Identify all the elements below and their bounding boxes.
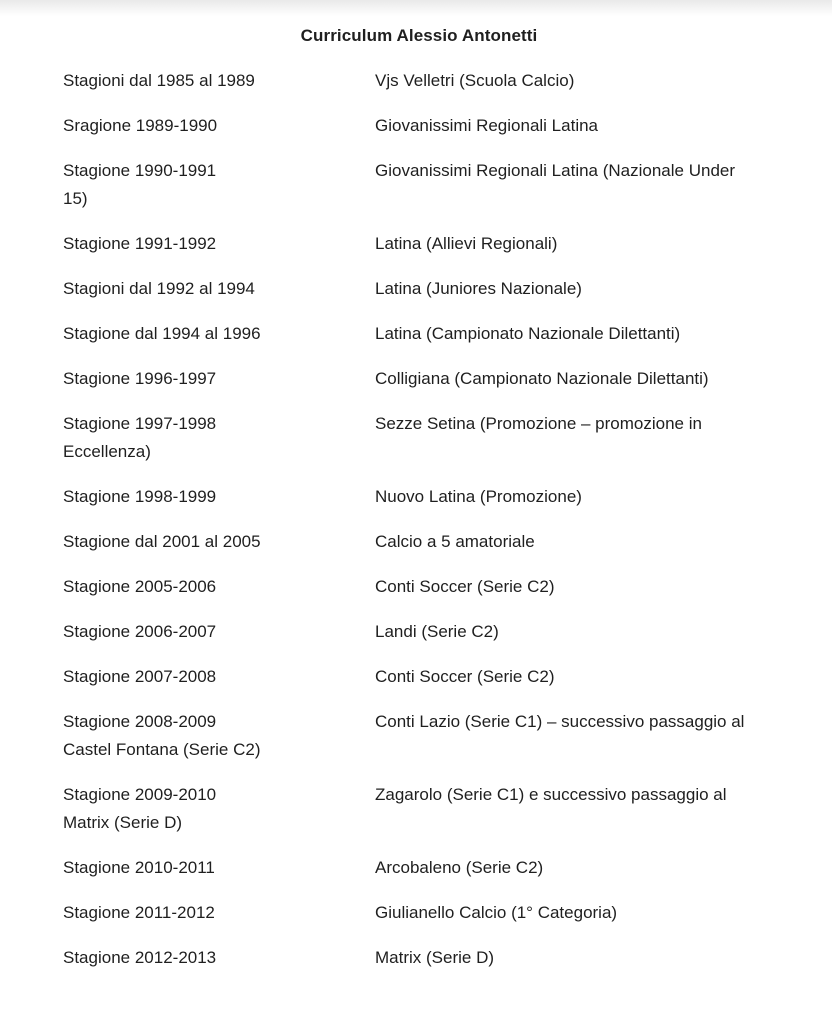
page-title: Curriculum Alessio Antonetti: [300, 26, 538, 45]
curriculum-row: [63, 112, 775, 140]
team-text: Zagarolo (Serie C1) e successivo passaggio al: [375, 785, 727, 804]
curriculum-row: [63, 157, 775, 213]
team-text: Latina (Campionato Nazionale Dilettanti): [375, 324, 681, 343]
season-text: Stagione 2007-2008: [63, 667, 217, 686]
team-text-wrap: Castel Fontana (Serie C2): [63, 740, 261, 759]
curriculum-row: [63, 944, 775, 972]
team-text: Matrix (Serie D): [375, 948, 495, 967]
season-text: Stagioni dal 1985 al 1989: [63, 71, 255, 90]
season-text: Stagione 2006-2007: [63, 622, 217, 641]
team-text: Latina (Allievi Regionali): [375, 234, 558, 253]
team-text: Giovanissimi Regionali Latina: [375, 116, 599, 135]
team-text: Arcobaleno (Serie C2): [375, 858, 544, 877]
team-text: Conti Lazio (Serie C1) – successivo passaggio al: [375, 712, 745, 731]
team-text: Vjs Velletri (Scuola Calcio): [375, 71, 575, 90]
curriculum-row: [63, 230, 775, 258]
team-text: Giovanissimi Regionali Latina (Nazionale Under: [375, 161, 736, 180]
team-text: Conti Soccer (Serie C2): [375, 577, 555, 596]
season-text: Stagione dal 2001 al 2005: [63, 532, 261, 551]
season-text: Stagione 2012-2013: [63, 948, 217, 967]
curriculum-list: [63, 67, 775, 972]
curriculum-row: [63, 573, 775, 601]
curriculum-row: [63, 899, 775, 927]
curriculum-row: [63, 483, 775, 511]
season-text: Stagione 1996-1997: [63, 369, 217, 388]
team-text: Colligiana (Campionato Nazionale Dilettanti): [375, 369, 709, 388]
season-text: Stagione dal 1994 al 1996: [63, 324, 261, 343]
team-text: Landi (Serie C2): [375, 622, 499, 641]
team-text: Sezze Setina (Promozione – promozione in: [375, 414, 702, 433]
curriculum-row: [63, 854, 775, 882]
season-text: Stagione 2009-2010: [63, 785, 217, 804]
team-text-wrap: 15): [63, 189, 88, 208]
curriculum-row: [63, 708, 775, 764]
season-text: Stagione 2005-2006: [63, 577, 217, 596]
curriculum-row: [63, 410, 775, 466]
season-text: Stagione 2011-2012: [63, 903, 215, 922]
curriculum-row: [63, 663, 775, 691]
curriculum-row: [63, 781, 775, 837]
season-text: Sragione 1989-1990: [63, 116, 218, 135]
team-text: Nuovo Latina (Promozione): [375, 487, 582, 506]
season-text: Stagione 1997-1998: [63, 414, 217, 433]
curriculum-row: [63, 275, 775, 303]
curriculum-row: [63, 618, 775, 646]
curriculum-row: [63, 320, 775, 348]
team-text-wrap: Matrix (Serie D): [63, 813, 183, 832]
team-text: Latina (Juniores Nazionale): [375, 279, 582, 298]
team-text: Conti Soccer (Serie C2): [375, 667, 555, 686]
season-text: Stagione 1990-1991: [63, 161, 217, 180]
curriculum-row: [63, 365, 775, 393]
season-text: Stagione 2010-2011: [63, 858, 215, 877]
team-text: Giulianello Calcio (1° Categoria): [375, 903, 618, 922]
season-text: Stagioni dal 1992 al 1994: [63, 279, 255, 298]
season-text: Stagione 1991-1992: [63, 234, 217, 253]
curriculum-row: [63, 528, 775, 556]
season-text: Stagione 2008-2009: [63, 712, 217, 731]
curriculum-row: [63, 67, 775, 95]
team-text: Calcio a 5 amatoriale: [375, 532, 535, 551]
team-text-wrap: Eccellenza): [63, 442, 151, 461]
season-text: Stagione 1998-1999: [63, 487, 217, 506]
